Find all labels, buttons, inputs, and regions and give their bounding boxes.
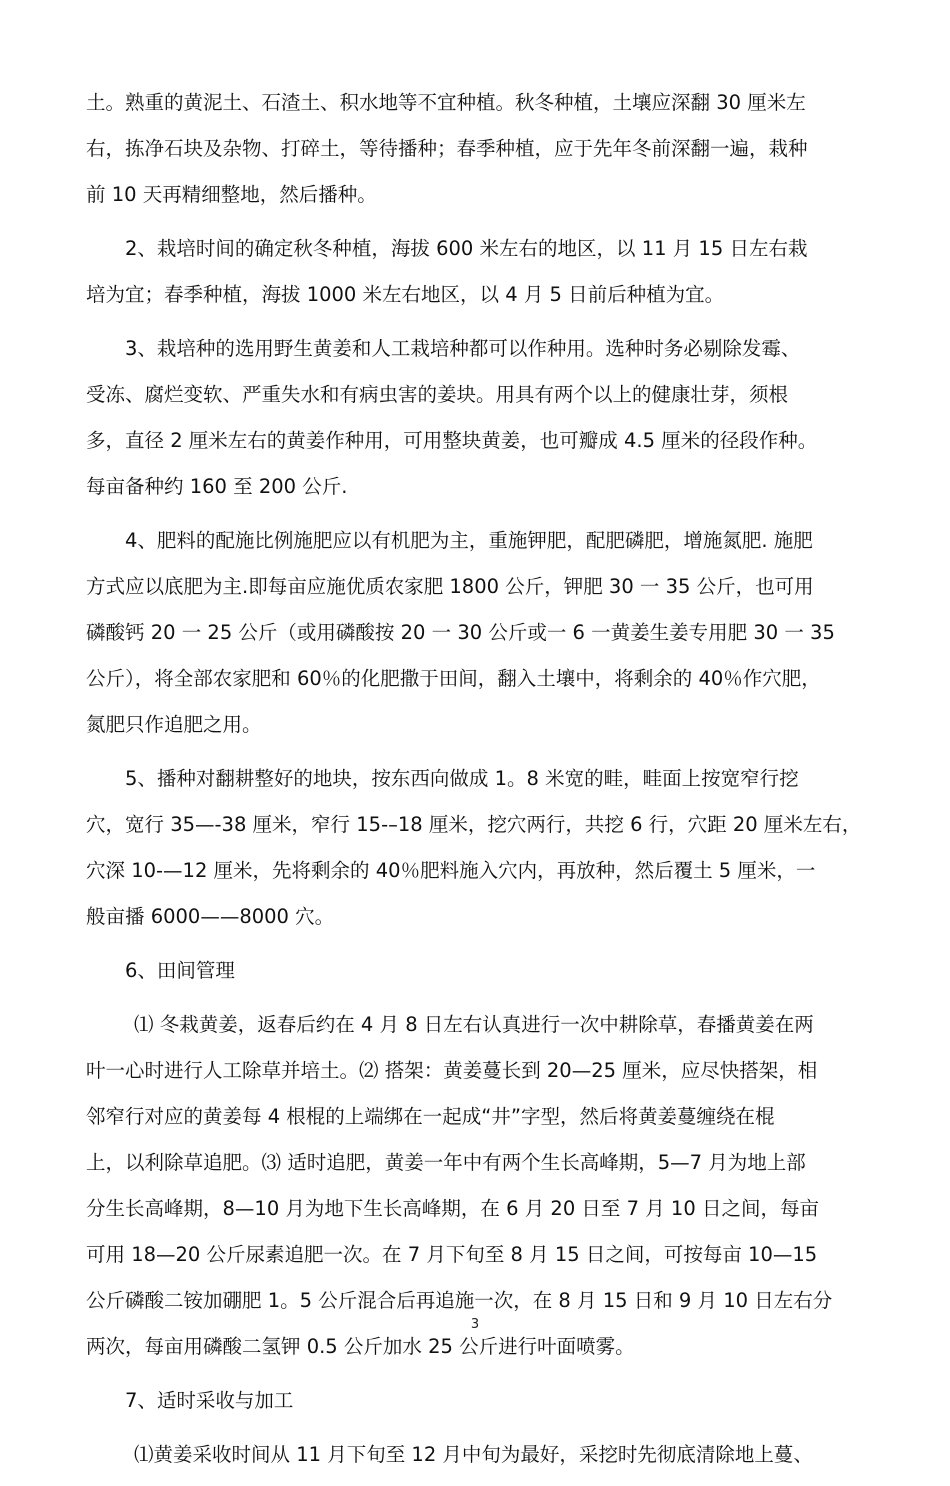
text-line: ⑴黄姜采收时间从 11 月下旬至 12 月中旬为最好，采挖时先彻底清除地上蔓、 [134,1443,813,1466]
paragraph-seed-selection [86,326,886,510]
paragraph-planting-time [86,226,886,318]
text-line: 6、田间管理 [125,959,235,982]
text-line: 受冻、腐烂变软、严重失水和有病虫害的姜块。用具有两个以上的健康壮芽，须根 [86,383,789,406]
text-line: 穴深 10-—12 厘米，先将剩余的 40％肥料施入穴内，再放种，然后覆土 5 厘米，一 [86,859,816,882]
text-line: 土。熟重的黄泥土、石渣土、积水地等不宜种植。秋冬种植，土壤应深翻 30 厘米左 [86,91,806,114]
paragraph-harvest [86,1432,886,1478]
paragraph-sowing [86,756,886,940]
document-body [86,80,886,1486]
text-line: 培为宜；春季种植，海拔 1000 米左右地区，以 4 月 5 日前后种植为宜。 [86,283,725,306]
text-line: 穴，宽行 35—-38 厘米，窄行 15-–18 厘米，挖穴两行，共挖 6 行，穴距 20 厘米左右， [86,813,862,836]
text-line: 叶一心时进行人工除草并培土。⑵ 搭架：黄姜蔓长到 20—25 厘米，应尽快搭架，相 [86,1059,818,1082]
text-line: 两次，每亩用磷酸二氢钾 0.5 公斤加水 25 公斤进行叶面喷雾。 [86,1335,635,1358]
text-line: 每亩备种约 160 至 200 公斤. [86,475,348,498]
paragraph-soil-prep [86,80,886,218]
text-line: 3、栽培种的选用野生黄姜和人工栽培种都可以作种用。选种时务必剔除发霉、 [125,337,801,360]
text-line: 磷酸钙 20 一 25 公斤（或用磷酸按 20 一 30 公斤或一 6 一黄姜生姜专用肥 30 一 35 [86,621,835,644]
text-line: 5、播种对翻耕整好的地块，按东西向做成 1。8 米宽的畦，畦面上按宽窄行挖 [125,767,799,790]
text-line: ⑴ 冬栽黄姜，返春后约在 4 月 8 日左右认真进行一次中耕除草，春播黄姜在两 [134,1013,814,1036]
text-line: 邻窄行对应的黄姜每 4 根棍的上端绑在一起成“井”字型，然后将黄姜蔓缠绕在棍 [86,1105,775,1128]
text-line: 前 10 天再精细整地，然后播种。 [86,183,377,206]
text-line: 多，直径 2 厘米左右的黄姜作种用，可用整块黄姜，也可瓣成 4.5 厘米的径段作种。 [86,429,818,452]
paragraph-fertilizer [86,518,886,748]
text-line: 7、适时采收与加工 [125,1389,294,1412]
text-line: 公斤磷酸二铵加硼肥 1。5 公斤混合后再追施一次，在 8 月 15 日和 9 月 10 日左右分 [86,1289,833,1312]
paragraph-field-management [86,1002,886,1370]
text-line: 公斤），将全部农家肥和 60％的化肥撒于田间，翻入土壤中，将剩余的 40％作穴肥， [86,667,821,690]
page-number: 3 [470,1317,480,1332]
text-line: 氮肥只作追肥之用。 [86,713,262,736]
text-line: 般亩播 6000——8000 穴。 [86,905,335,928]
text-line: 右，拣净石块及杂物、打碎土，等待播种；春季种植，应于先年冬前深翻一遍，栽种 [86,137,808,160]
text-line: 2、栽培时间的确定秋冬种植，海拔 600 米左右的地区，以 11 月 15 日左右栽 [125,237,808,260]
text-line: 分生长高峰期，8—10 月为地下生长高峰期，在 6 月 20 日至 7 月 10 日之间，每亩 [86,1197,819,1220]
text-line: 可用 18—20 公斤尿素追肥一次。在 7 月下旬至 8 月 15 日之间，可按每亩 10—15 [86,1243,818,1266]
section-heading-field-management [86,948,886,994]
section-heading-harvest [86,1378,886,1424]
text-line: 上，以利除草追肥。⑶ 适时追肥，黄姜一年中有两个生长高峰期，5—7 月为地上部 [86,1151,806,1174]
text-line: 4、肥料的配施比例施肥应以有机肥为主，重施钾肥，配肥磷肥，增施氮肥. 施肥 [125,529,813,552]
text-line: 方式应以底肥为主.即每亩应施优质农家肥 1800 公斤，钾肥 30 一 35 公斤，也可用 [86,575,814,598]
